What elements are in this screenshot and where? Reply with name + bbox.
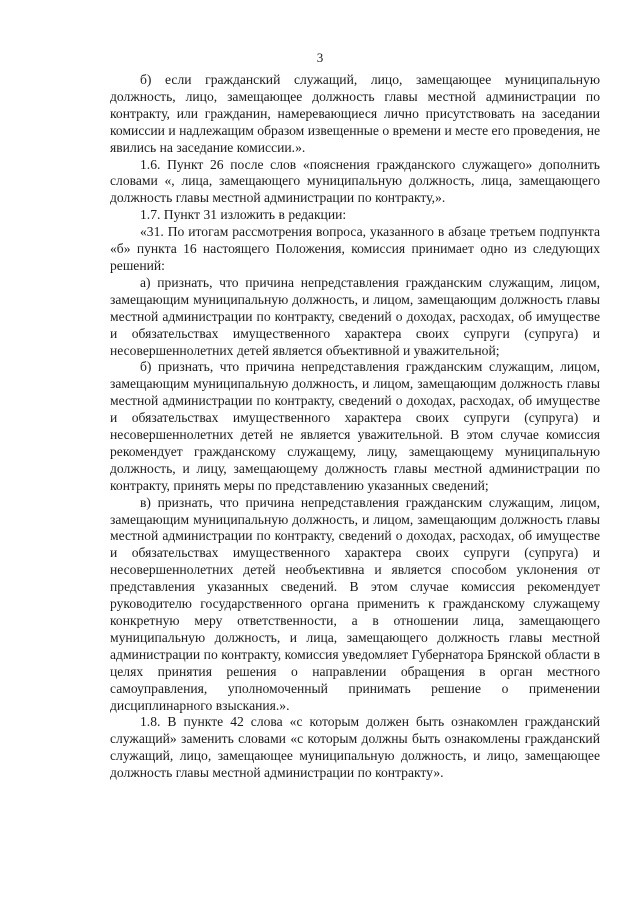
document-body	[110, 72, 600, 782]
paragraph-1-8: 1.8. В пункте 42 слова «с которым должен быть ознакомлен гражданский служащий» заменить словами «с которым должны быть ознакомлены гражданский служащий, лицо, замещающее муниципальную должность, и лицо, замещающее должность главы местной администрации по контракту».	[110, 714, 600, 781]
paragraph-1-5-b: б) если гражданский служащий, лицо, замещающее муниципальную должность, лицо, замещающее должность главы местной администрации по контракту, или гражданин, намеревающиеся лично присутствовать на заседании комиссии и надлежащим образом извещенные о времени и месте его проведения, не явились на заседание комиссии.».	[110, 72, 600, 155]
paragraph-31-v: в) признать, что причина непредставления гражданским служащим, лицом, замещающим муниципальную должность, и лицом, замещающим должность главы местной администрации по контракту, сведений о доходах, расходах, об имуществе и обязательствах имущественного характера своих супруги (супруга) и несовершеннолетних детей необъективна и является способом уклонения от представления указанных сведений. В этом случае комиссия рекомендует руководителю государственного органа применить к гражданскому служащему конкретную меру ответственности, а в отношении лица, замещающего муниципальную должность, и лица, замещающего должность главы местной администрации по контракту, комиссия уведомляет Губернатора Брянской области в целях принятия решения о направлении обращения в орган местного самоуправления, уполномоченный принимать решение о применении дисциплинарного взыскания.».	[110, 494, 600, 713]
paragraph-31-a: а) признать, что причина непредставления гражданским служащим, лицом, замещающим муниципальную должность, и лицом, замещающим должность главы местной администрации по контракту, сведений о доходах, расходах, об имуществе и обязательствах имущественного характера своих супруги (супруга) и несовершеннолетних детей является объективной и уважительной;	[110, 274, 600, 358]
paragraph-1-7: 1.7. Пункт 31 изложить в редакции:	[140, 207, 347, 223]
paragraph-1-6: 1.6. Пункт 26 после слов «пояснения гражданского служащего» дополнить словами «, лица, замещающего муниципальную должность, лица, замещающего должность главы местной администрации по контракту,».	[110, 156, 600, 206]
paragraph-31-intro: «31. По итогам рассмотрения вопроса, указанного в абзаце третьем подпункта «б» пункта 16 настоящего Положения, комиссия принимает одно из следующих решений:	[110, 224, 600, 273]
paragraph-31-b: б) признать, что причина непредставления гражданским служащим, лицом, замещающим муниципальную должность, и лицом, замещающим должность главы местной администрации по контракту, сведений о доходах, расходах, об имуществе и обязательствах имущественного характера своих супруги (супруга) и несовершеннолетних детей не является уважительной. В этом случае комиссия рекомендует гражданскому служащему, лицу, замещающему муниципальную должность, и лицу, замещающему должность главы местной администрации по контракту, принять меры по представлению указанных сведений;	[110, 359, 600, 493]
page-number: 3	[316, 50, 324, 65]
